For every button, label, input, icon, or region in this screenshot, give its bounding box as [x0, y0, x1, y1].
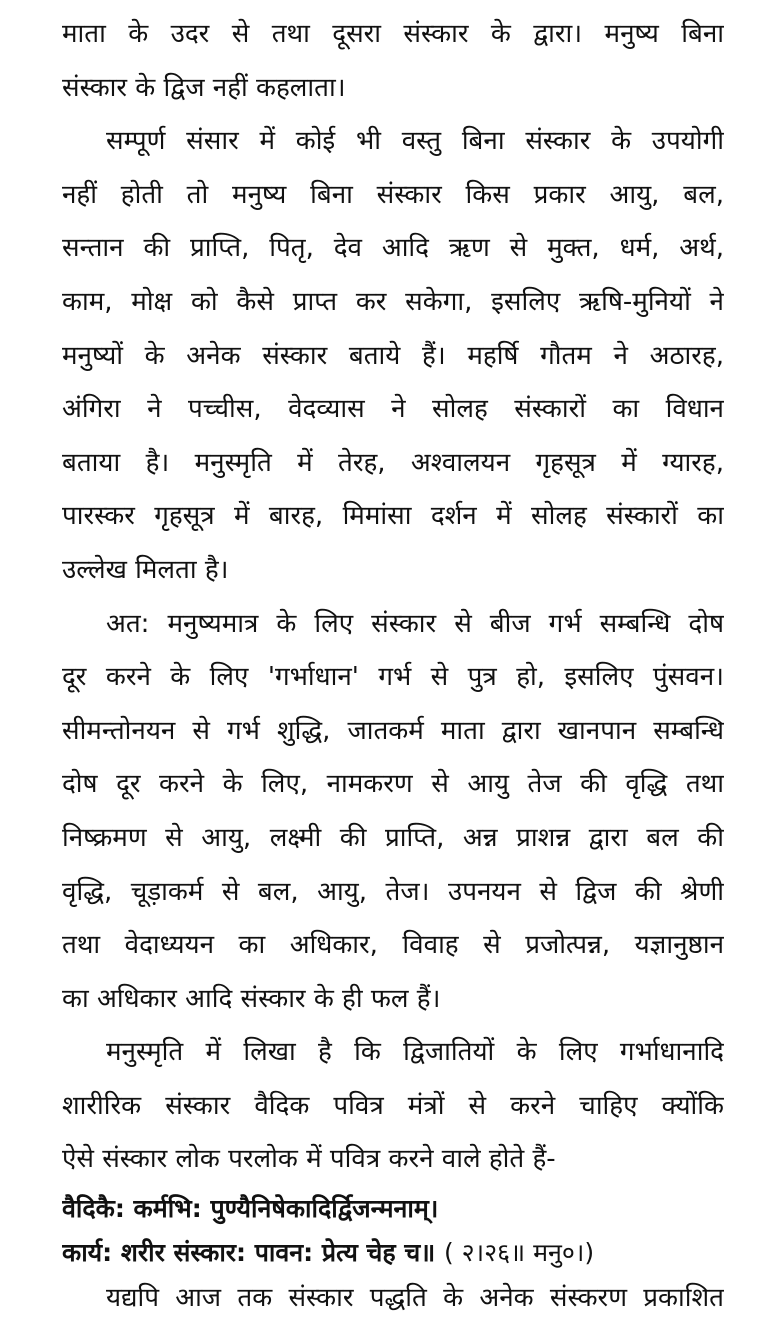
- text-line: निष्क्रमण से आयु, लक्ष्मी की प्राप्ति, अन्न प्राशन्न द्वारा बल की: [62, 822, 724, 853]
- text-line: अंगिरा ने पच्चीस, वेदव्यास ने सोलह संस्कारों का विधान: [62, 394, 724, 425]
- text-line: दूर करने के लिए 'गर्भाधान' गर्भ से पुत्र हो, इसलिए पुंसवन।: [62, 662, 724, 693]
- verse-reference: ( २।२६॥ मनु०।): [443, 1238, 595, 1268]
- text-line: पारस्कर गृहसूत्र में बारह, मिमांसा दर्शन में सोलह संस्कारों का: [62, 501, 724, 532]
- text-line: तथा वेदाध्ययन का अधिकार, विवाह से प्रजोत्पन्न, यज्ञानुष्ठान: [62, 930, 724, 961]
- text-line: दोष दूर करने के लिए, नामकरण से आयु तेज की वृद्धि तथा: [62, 769, 724, 800]
- verse-line-2: [62, 1231, 724, 1275]
- text-line: सन्तान की प्राप्ति, पितृ, देव आदि ऋण से मुक्त, धर्म, अर्थ,: [62, 233, 724, 264]
- text-line: काम, मोक्ष को कैसे प्राप्त कर सकेगा, इसलिए ऋषि-मुनियों ने: [62, 286, 724, 317]
- verse-text: कार्य: शरीर संस्कार: पावन: प्रेत्य चेह च॥: [62, 1238, 436, 1268]
- text-line: बताया है। मनुस्मृति में तेरह, अश्वालयन गृहसूत्र में ग्यारह,: [62, 447, 724, 478]
- text-line: माता के उदर से तथा दूसरा संस्कार के द्वारा। मनुष्य बिना: [62, 19, 724, 49]
- text-line: मनुष्यों के अनेक संस्कार बताये हैं। महर्षि गौतम ने अठारह,: [62, 340, 724, 371]
- paragraph-start-line: सम्पूर्ण संसार में कोई भी वस्तु बिना संस्कार के उपयोगी: [106, 126, 724, 157]
- paragraph-start-line: अत: मनुष्यमात्र के लिए संस्कार से बीज गर्भ सम्बन्धि दोष: [106, 608, 724, 639]
- text-line: संस्कार के द्विज नहीं कहलाता।: [62, 72, 346, 103]
- text-line: वृद्धि, चूड़ाकर्म से बल, आयु, तेज। उपनयन से द्विज की श्रेणी: [62, 876, 724, 907]
- closing-line: यद्यपि आज तक संस्कार पद्धति के अनेक संस्करण प्रकाशित: [106, 1283, 724, 1314]
- text-line: शारीरिक संस्कार वैदिक पवित्र मंत्रों से करने चाहिए क्योंकि: [62, 1090, 724, 1121]
- verse-line-1: वैदिकै: कर्मभि: पुण्यैनिषेकादिर्द्विजन्मनाम्।: [62, 1194, 439, 1224]
- text-line: का अधिकार आदि संस्कार के ही फल हैं।: [62, 983, 441, 1014]
- text-line: उल्लेख मिलता है।: [62, 554, 229, 585]
- text-line: नहीं होती तो मनुष्य बिना संस्कार किस प्रकार आयु, बल,: [62, 179, 724, 210]
- text-line: ऐसे संस्कार लोक परलोक में पवित्र करने वाले होते हैं-: [62, 1144, 556, 1175]
- paragraph-start-line: मनुस्मृति में लिखा है कि द्विजातियों के लिए गर्भाधानादि: [106, 1037, 724, 1068]
- text-line: सीमन्तोनयन से गर्भ शुद्धि, जातकर्म माता द्वारा खानपान सम्बन्धि: [62, 715, 724, 746]
